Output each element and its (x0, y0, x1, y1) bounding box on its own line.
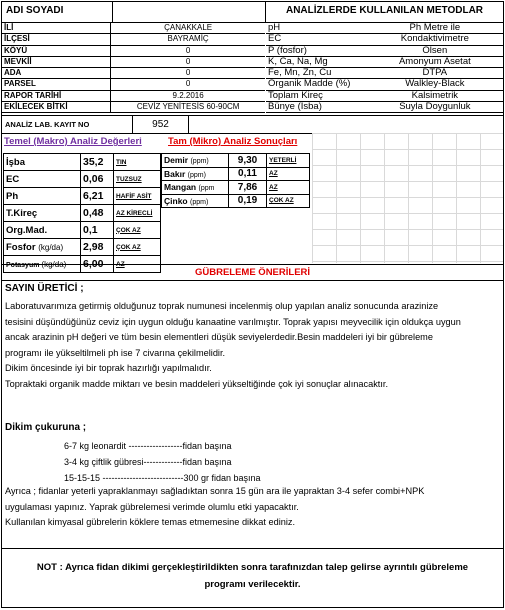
method-row (266, 45, 503, 56)
note-line-2: programı verilecektir. (204, 579, 301, 590)
macro-value: 0,06 (81, 171, 114, 188)
method-row (266, 34, 503, 45)
lab-row (2, 115, 503, 134)
method-name: DTPA (367, 68, 503, 79)
info-label: RAPOR TARİHİ (2, 90, 111, 101)
info-value: 0 (111, 68, 265, 79)
macro-status: TIN (114, 154, 161, 171)
info-label: İLÇESİ (2, 34, 111, 45)
info-label: İLİ (2, 23, 111, 34)
macro-name: Fosfor (kg/da) (4, 239, 81, 256)
micro-value: 0,19 (229, 194, 267, 208)
method-name: Kondaktivimetre (367, 34, 503, 45)
header-row (2, 2, 503, 23)
macro-name: EC (4, 171, 81, 188)
micro-status: ÇOK AZ (267, 194, 310, 208)
macro-name: T.Kireç (4, 205, 81, 222)
dikim-line: 15-15-15 ---------------------------300 gr fidan başına (64, 473, 261, 483)
info-value: 9.2.2016 (111, 90, 265, 101)
method-name: Ph Metre ile (367, 23, 503, 34)
method-name: Suyla Doygunluk (367, 102, 503, 113)
method-param: EC (266, 34, 367, 45)
paragraph-line: Dikim öncesinde iyi bir toprak hazırlığı yapılmalıdır. (5, 363, 212, 373)
methods-table (266, 23, 503, 113)
micro-name: Bakır (ppm) (162, 167, 229, 181)
macro-row (4, 205, 161, 222)
macro-name: Ph (4, 188, 81, 205)
info-value: BAYRAMİÇ (111, 34, 265, 45)
method-param: K, Ca, Na, Mg (266, 56, 367, 67)
macro-row (4, 222, 161, 239)
info-label: PARSEL (2, 79, 111, 90)
info-value: 0 (111, 45, 265, 56)
paragraph-line: programı ile yükseltilmeli ph ise 7 civarına çekilmelidir. (5, 347, 226, 358)
macro-status: HAFİF ASİT (114, 188, 161, 205)
macro-status: ÇOK AZ (114, 239, 161, 256)
after-line: Ayrıca ; fidanlar yeterli yapraklanmayı sağladıktan sonra 15 gün ara ile yapraktan 3-4 sefer combi+NPK (5, 486, 425, 496)
method-row (266, 23, 503, 34)
method-param: Bünye (İsba) (266, 102, 367, 113)
method-name: Walkley-Black (367, 79, 503, 90)
info-row (2, 34, 265, 45)
info-value: 0 (111, 56, 265, 67)
info-row (2, 23, 265, 34)
macro-status: TUZSUZ (114, 171, 161, 188)
paragraph-line: Topraktaki organik madde miktarı ve besin maddeleri yükseltiğinde çok iyi sonuçlar alınacaktır. (5, 378, 388, 389)
method-name: Amonyum Asetat (367, 56, 503, 67)
micro-row (162, 154, 310, 168)
lab-number: 952 (132, 116, 189, 133)
micro-name: Çinko (ppm) (162, 194, 229, 208)
method-param: P (fosfor) (266, 45, 367, 56)
method-param: pH (266, 23, 367, 34)
micro-table (161, 153, 310, 208)
macro-value: 0,1 (81, 222, 114, 239)
macro-row (4, 239, 161, 256)
divider (112, 2, 113, 22)
info-label: ADA (2, 68, 111, 79)
soil-report-document (1, 1, 504, 608)
micro-row (162, 167, 310, 181)
lab-label: ANALİZ LAB. KAYIT NO (5, 120, 90, 129)
micro-title: Tam (Mikro) Analiz Sonuçları (168, 136, 298, 147)
macro-value: 35,2 (81, 154, 114, 171)
macro-title: Temel (Makro) Analiz Değerleri (4, 136, 142, 147)
info-value: CEVİZ YENİTESİS 60-90CM (111, 102, 265, 113)
macro-name: İşba (4, 154, 81, 171)
macro-value: 2,98 (81, 239, 114, 256)
info-label: KÖYÜ (2, 45, 111, 56)
method-name: Kalsimetrik (367, 90, 503, 101)
recommend-row (2, 264, 503, 281)
macro-value: 6,00 (81, 256, 114, 273)
info-value: 0 (111, 79, 265, 90)
paragraph-line: tesisini düşündüğünüz ceviz için uygun olduğu kanaatine varılmıştır. Toprak yapısı meyvecilik için oldukça uygun (5, 316, 461, 327)
info-value: ÇANAKKALE (111, 23, 265, 34)
method-row (266, 102, 503, 113)
macro-status: ÇOK AZ (114, 222, 161, 239)
macro-name: Potasyum (kg/da) (4, 256, 81, 273)
macro-row (4, 171, 161, 188)
micro-value: 7,86 (229, 181, 267, 195)
paragraph-line: Laboratuvarımıza getirmiş olduğunuz toprak numunesi incelenmiş olup yapılan analiz sonucunda arazinize (5, 301, 439, 311)
micro-name: Mangan (ppm (162, 181, 229, 195)
method-param: Organik Madde (%) (266, 79, 367, 90)
method-row (266, 90, 503, 101)
micro-name: Demir (ppm) (162, 154, 229, 168)
after-paragraph (5, 484, 503, 531)
info-label: MEVKİİ (2, 56, 111, 67)
info-row (2, 79, 265, 90)
paragraph-line: ancak arazinin pH değeri ve tüm besin elementleri düşük seviyelerdedir.Besin maddeleri iyi bir gübreleme (5, 332, 433, 342)
micro-value: 9,30 (229, 154, 267, 168)
macro-status: AZ KİRECLİ (114, 205, 161, 222)
method-param: Fe, Mn, Zn, Cu (266, 68, 367, 79)
method-row (266, 68, 503, 79)
dikim-line: 6-7 kg leonardit ------------------fidan başına (64, 441, 232, 451)
macro-table (3, 153, 161, 273)
info-label: EKİLECEK BİTKİ (2, 102, 111, 113)
micro-value: 0,11 (229, 167, 267, 181)
micro-status: AZ (267, 167, 310, 181)
micro-status: YETERLİ (267, 154, 310, 168)
macro-value: 0,48 (81, 205, 114, 222)
method-name: Olsen (367, 45, 503, 56)
info-table (2, 23, 265, 113)
method-row (266, 56, 503, 67)
info-row (2, 102, 265, 113)
empty-grid (312, 133, 503, 263)
macro-row (4, 188, 161, 205)
after-line: uygulaması yapınız. Yaprak gübrelemesi verimde olumlu etki yapacaktır. (5, 501, 299, 512)
dikim-list (64, 438, 261, 486)
macro-name: Org.Mad. (4, 222, 81, 239)
info-row (2, 56, 265, 67)
dikim-title: Dikim çukuruna ; (5, 422, 87, 433)
note-divider (2, 548, 503, 549)
micro-row (162, 194, 310, 208)
macro-value: 6,21 (81, 188, 114, 205)
info-row (2, 68, 265, 79)
micro-status: AZ (267, 181, 310, 195)
methods-title: ANALİZLERDE KULLANILAN METODLAR (285, 5, 484, 16)
note-line-1: NOT : Ayrıca fidan dikimi gerçekleştirildikten sonra tarafınızdan talep gelirse ayrıntılı gübreleme (36, 562, 469, 573)
recommend-title: GÜBRELEME ÖNERİLERİ (194, 267, 311, 278)
after-line: Kullanılan kimyasal gübrelerin köklere temas etmemesine dikkat ediniz. (5, 517, 296, 527)
method-row (266, 79, 503, 90)
greeting: SAYIN ÜRETİCİ ; (5, 283, 84, 294)
dikim-line: 3-4 kg çiftlik gübresi-------------fidan başına (64, 457, 232, 467)
macro-row (4, 154, 161, 171)
macro-status: AZ (114, 256, 161, 273)
info-row (2, 90, 265, 101)
analysis-area (2, 133, 503, 270)
micro-row (162, 181, 310, 195)
name-title: ADI SOYADI (6, 5, 64, 16)
method-param: Toplam Kireç (266, 90, 367, 101)
info-row (2, 45, 265, 56)
recommend-paragraph (5, 299, 503, 392)
